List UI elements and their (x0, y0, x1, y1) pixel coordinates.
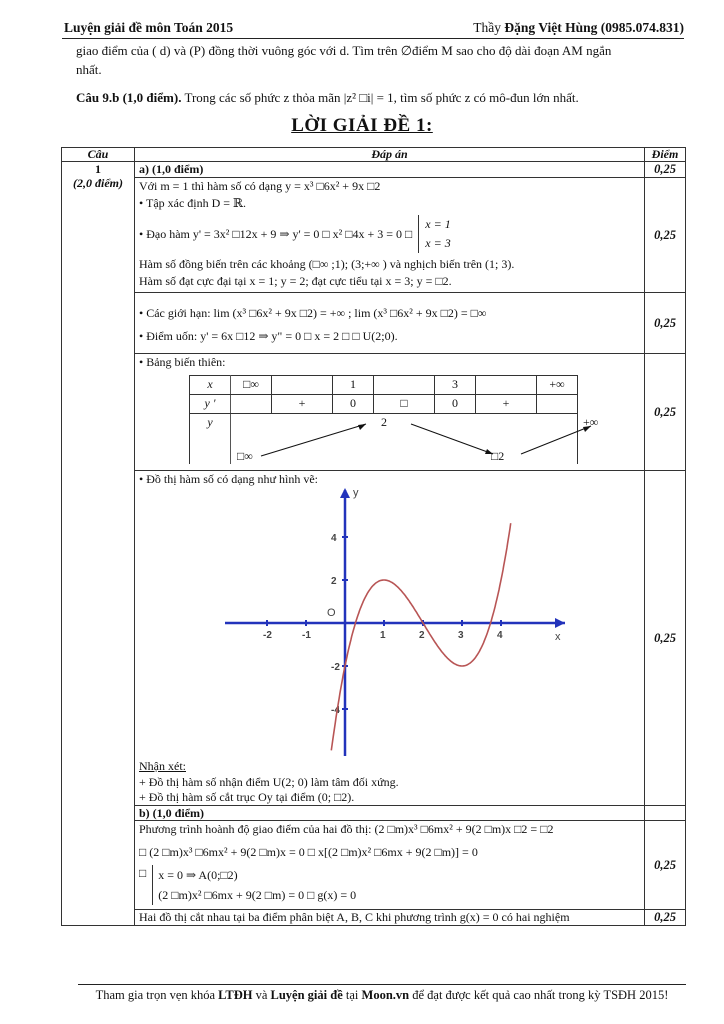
question-9b: Câu 9.b (1,0 điểm). Trong các số phức z thỏa mãn |z² □i| = 1, tìm số phức z có mô-đun lớn nhất. (76, 90, 579, 105)
page-header (62, 20, 684, 39)
y-axis-arrow (340, 488, 350, 498)
y-tick-label: 4 (331, 533, 337, 544)
y-tick-label: 2 (331, 576, 337, 587)
variation-arrows: □∞ 2 □2 +∞ (231, 414, 578, 465)
variation-table: x □∞ 1 3 +∞ y ' + 0 □ 0 + y □∞ 2 □2 +∞ (189, 375, 578, 464)
score: 0,25 (645, 162, 686, 178)
table-row: Phương trình hoành độ giao điểm của hai đồ thị: (2 □m)x³ □6mx² + 9(2 □m)x □2 = □2 □ (2 □m)x³ □6mx² + 9(2 □m)x = 0 □ x[(2 □m)x² □6mx + 9(2 □m)] = 0 □ x = 0 ⇒ A(0;□2) (2 □m)x² □6mx + 9(2 □m) = 0 □ g(x) = 0 0,25 (62, 821, 686, 910)
y-axis-label: y (353, 488, 359, 499)
y-tick-label: -4 (331, 705, 340, 716)
tick-labels (263, 533, 503, 716)
page-footer: Tham gia trọn vẹn khóa LTĐH và Luyện giải đề tại Moon.vn để đạt được kết quả cao nhất trong kỳ TSĐH 2015! (78, 984, 686, 1003)
x-axis-label: x (555, 631, 561, 643)
x-tick-label: 1 (380, 630, 386, 641)
col-diem: Điểm (645, 148, 686, 162)
x-tick-label: 4 (497, 630, 503, 641)
y-tick-label: -2 (331, 662, 340, 673)
col-dap-an: Đáp án (135, 148, 645, 162)
score: 0,25 (645, 293, 686, 354)
table-row (62, 162, 686, 178)
part-b-heading: b) (1,0 điểm) (135, 806, 645, 821)
solution-table (61, 147, 686, 926)
score: 0,25 (645, 471, 686, 806)
x-tick-label: -1 (302, 630, 311, 641)
table-row: Hai đồ thị cắt nhau tại ba điểm phân biệt A, B, C khi phương trình g(x) = 0 có hai nghiệm 0,25 (62, 910, 686, 926)
col-cau: Câu (62, 148, 135, 162)
x-tick-label: 3 (458, 630, 464, 641)
header-left: Luyện giải đề môn Toán 2015 (64, 20, 234, 35)
intro-text: giao điểm của ( d) và (P) đồng thời vuông góc với d. Tìm trên ∅điểm M sao cho độ dài đoạn AM ngắn nhất. (76, 43, 612, 77)
score: 0,25 (645, 178, 686, 293)
table-row: • Bảng biến thiên: x □∞ 1 3 +∞ y ' + 0 □ 0 + y □∞ 2 □2 +∞ 0,25 (62, 354, 686, 471)
function-graph (225, 488, 575, 758)
score: 0,25 (645, 910, 686, 926)
question-cell: 1 (2,0 điểm) (62, 162, 135, 926)
table-row: • Đồ thị hàm số có dạng như hình vẽ: x y O -2 -1 1 2 3 4 4 2 -2 -4 Nhận xét: + Đồ thị hàm số nhận điểm U(2; 0) làm tâm đối xứng. + Đồ thị hàm số cắt trục Oy tại điểm (0; □2). 0,25 (62, 471, 686, 806)
x-axis-arrow (555, 618, 565, 628)
score: 0,25 (645, 821, 686, 910)
score: 0,25 (645, 354, 686, 471)
x-tick-label: 2 (419, 630, 425, 641)
solution-system: x = 1 x = 3 (418, 215, 450, 253)
table-row (62, 806, 686, 821)
origin-label: O (327, 607, 336, 619)
part-a-heading: a) (1,0 điểm) (135, 162, 645, 178)
table-row: • Các giới hạn: lim (x³ □6x² + 9x □2) = +∞ ; lim (x³ □6x² + 9x □2) = □∞ • Điểm uốn: y' = 6x □12 ⇒ y" = 0 □ x = 2 □ □ U(2;0). 0,25 (62, 293, 686, 354)
header-right: Thầy Đặng Việt Hùng (0985.074.831) (473, 20, 684, 35)
table-header-row (62, 148, 686, 162)
x-tick-label: -2 (263, 630, 272, 641)
solution-title: LỜI GIẢI ĐỀ 1: (291, 115, 433, 136)
table-row: Với m = 1 thì hàm số có dạng y = x³ □6x² + 9x □2 • Tập xác định D = ℝ. • Đạo hàm y' = 3x² □12x + 9 ⇒ y' = 0 □ x² □4x + 3 = 0 □ x = 1 x = 3 Hàm số đồng biến trên các khoảng (□∞ ;1); (3;+∞ ) và nghịch biến trên (1; 3). Hàm số đạt cực đại tại x = 1; y = 2; đạt cực tiểu tại x = 3; y = □2. 0,25 (62, 178, 686, 293)
